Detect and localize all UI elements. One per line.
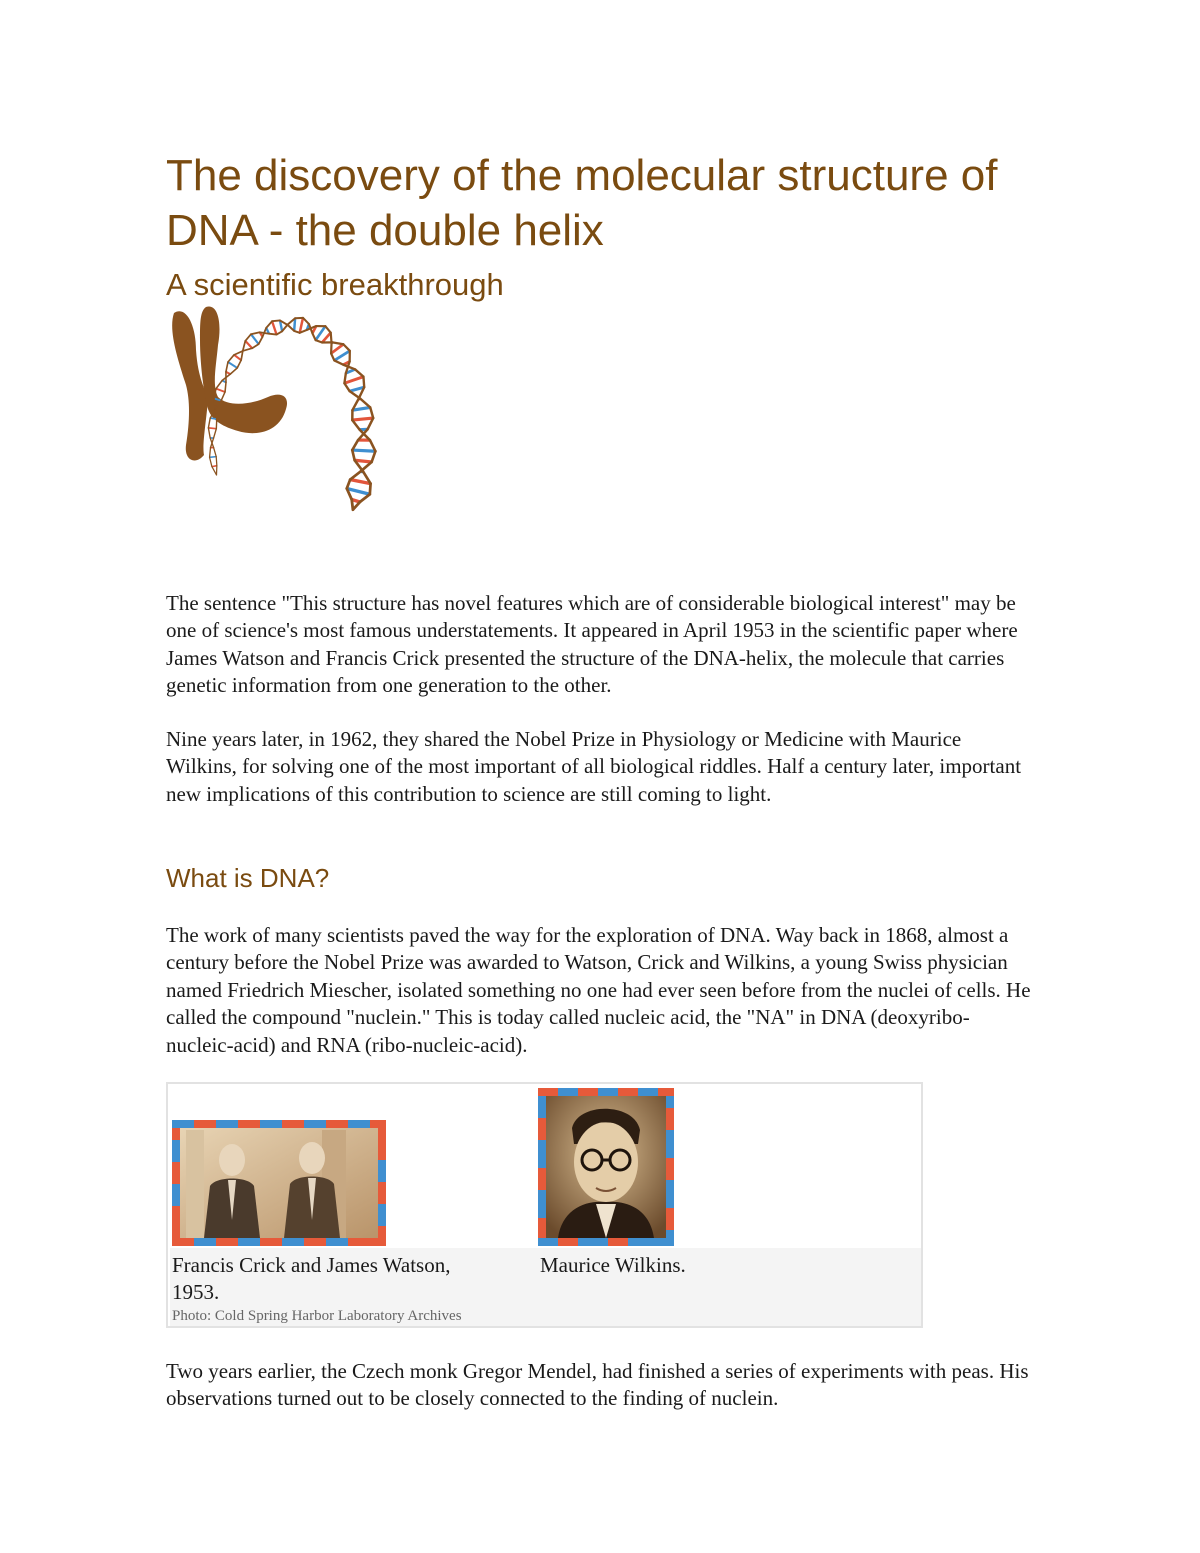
wilkins-photo bbox=[538, 1088, 674, 1246]
closing-paragraph: Two years earlier, the Czech monk Gregor Mendel, had finished a series of experiments with peas. His observations turned out to be closely connected to the finding of nuclein. bbox=[166, 1359, 1029, 1411]
crick-watson-caption: Francis Crick and James Watson, 1953. bbox=[172, 1253, 451, 1304]
article-title: The discovery of the molecular structure of DNA - the double helix bbox=[166, 151, 998, 255]
wilkins-caption: Maurice Wilkins. bbox=[540, 1253, 686, 1277]
section-paragraph: The work of many scientists paved the way for the exploration of DNA. Way back in 1868, almost a century before the Nobel Prize was awarded to Watson, Crick and Wilkins, a young Swiss physician named Friedrich Miescher, isolated something no one had ever seen before from the nuclei of cells. He called the compound "nuclein." This is today called nucleic acid, the "NA" in DNA (deoxyribo-nucleic-acid) and RNA (ribo-nucleic-acid). bbox=[166, 923, 1031, 1057]
intro-paragraph-2: Nine years later, in 1962, they shared the Nobel Prize in Physiology or Medicine with Maurice Wilkins, for solving one of the most important of all biological riddles. Half a century later, important new implications of this contribution to science are still coming to light. bbox=[166, 727, 1022, 806]
dna-chromosome-illustration bbox=[166, 305, 386, 565]
article-subtitle: A scientific breakthrough bbox=[166, 267, 504, 302]
photo-figure bbox=[166, 1082, 923, 1328]
crick-watson-photo bbox=[172, 1120, 386, 1246]
section-heading-what-is-dna: What is DNA? bbox=[166, 863, 330, 893]
intro-paragraph-1: The sentence "This structure has novel features which are of considerable biological interest" may be one of science's most famous understatements. It appeared in April 1953 in the scientific paper where James Watson and Francis Crick presented the structure of the DNA-helix, the molecule that carries genetic information from one generation to the other. bbox=[166, 591, 1018, 698]
photo-credit: Photo: Cold Spring Harbor Laboratory Archives bbox=[172, 1308, 462, 1324]
chromosome-icon bbox=[172, 306, 287, 460]
